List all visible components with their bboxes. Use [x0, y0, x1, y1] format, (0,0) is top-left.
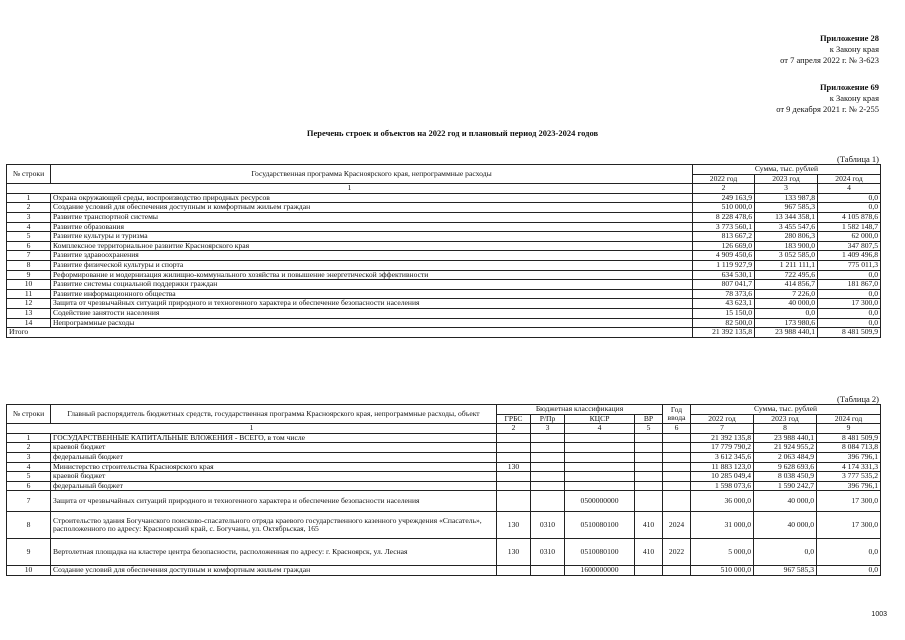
table1-index-cell: 1: [7, 184, 693, 194]
row-number: 10: [7, 280, 51, 290]
row-grbs: [497, 433, 531, 443]
row-vr: [635, 481, 663, 491]
table2-index-row: [7, 424, 881, 434]
row-kcsr: [565, 433, 635, 443]
row-grbs: [497, 566, 531, 576]
table1-row: [7, 212, 881, 222]
document-title: Перечень строек и объектов на 2022 год и плановый период 2023-2024 годов: [306, 128, 599, 138]
row-sum-2024: 4 174 331,3: [817, 462, 881, 472]
row-sum-2023: 2 063 484,9: [754, 452, 817, 462]
row-grbs: 130: [497, 462, 531, 472]
table2-header-2023: 2023 год: [754, 414, 817, 424]
table2-index-cell: 1: [7, 424, 497, 434]
row-sum-2022: 3 612 345,6: [691, 452, 754, 462]
row-number: 8: [7, 512, 51, 539]
row-kcsr: [565, 462, 635, 472]
table1-row: [7, 280, 881, 290]
row-sum-2023: 13 344 358,1: [755, 212, 818, 222]
total-label: Итого: [7, 328, 693, 338]
table1-row: [7, 241, 881, 251]
row-sum-2023: 7 226,0: [755, 289, 818, 299]
row-grbs: [497, 491, 531, 512]
row-number: 7: [7, 251, 51, 261]
row-sum-2022: 813 667,2: [693, 232, 755, 242]
row-number: 14: [7, 318, 51, 328]
row-rpr: 0310: [531, 512, 565, 539]
table1-header-2024: 2024 год: [818, 174, 881, 184]
row-number: 6: [7, 481, 51, 491]
row-sum-2024: 396 796,1: [817, 481, 881, 491]
row-program-name: Непрограммные расходы: [51, 318, 693, 328]
table1-row: [7, 289, 881, 299]
table1-row: [7, 318, 881, 328]
table2-index-cell: 7: [691, 424, 754, 434]
row-object-name: краевой бюджет: [51, 443, 497, 453]
row-sum-2022: 807 041,7: [693, 280, 755, 290]
row-rpr: 0310: [531, 539, 565, 566]
row-sum-2023: 8 038 450,9: [754, 472, 817, 482]
row-object-name: Строительство здания Богучанского поисково-спасательного отряда краевого государственного казенного учреждения «Спасатель», расположенного по адресу: Красноярский край, с. Богучаны, ул. Октябрьская, 165: [51, 512, 497, 539]
row-sum-2022: 43 623,1: [693, 299, 755, 309]
row-rpr: [531, 452, 565, 462]
row-year: 2024: [663, 512, 691, 539]
table2-row: [7, 452, 881, 462]
row-number: 5: [7, 232, 51, 242]
row-sum-2022: 82 500,0: [693, 318, 755, 328]
row-number: 3: [7, 212, 51, 222]
row-sum-2024: 181 867,0: [818, 280, 881, 290]
row-program-name: Создание условий для обеспечения доступным и комфортным жильем граждан: [51, 203, 693, 213]
row-year: [663, 481, 691, 491]
row-sum-2022: 10 285 049,4: [691, 472, 754, 482]
row-rpr: [531, 443, 565, 453]
row-number: 4: [7, 462, 51, 472]
row-sum-2024: 396 796,1: [817, 452, 881, 462]
appendix-28-title: Приложение 28: [819, 33, 879, 43]
row-kcsr: [565, 472, 635, 482]
table2-index-cell: 9: [817, 424, 881, 434]
row-sum-2024: 17 300,0: [818, 299, 881, 309]
row-rpr: [531, 462, 565, 472]
row-sum-2024: 62 000,0: [818, 232, 881, 242]
row-sum-2024: 0,0: [818, 289, 881, 299]
row-sum-2023: 40 000,0: [755, 299, 818, 309]
row-vr: 410: [635, 512, 663, 539]
row-number: 1: [7, 433, 51, 443]
row-sum-2023: 3 052 585,0: [755, 251, 818, 261]
table2-header-2022: 2022 год: [691, 414, 754, 424]
row-vr: [635, 472, 663, 482]
table2-index-cell: 3: [531, 424, 565, 434]
table2-row: [7, 472, 881, 482]
row-sum-2024: 0,0: [818, 270, 881, 280]
table2-index-cell: 5: [635, 424, 663, 434]
table1-header-sum: Сумма, тыс. рублей: [693, 165, 881, 175]
row-program-name: Комплексное территориальное развитие Красноярского края: [51, 241, 693, 251]
table2-index-cell: 6: [663, 424, 691, 434]
row-sum-2023: 967 585,3: [754, 566, 817, 576]
table1-index-row: [7, 184, 881, 194]
row-sum-2023: 173 980,6: [755, 318, 818, 328]
row-sum-2023: 183 900,0: [755, 241, 818, 251]
row-grbs: [497, 443, 531, 453]
appendix-69-law: к Закону края: [829, 93, 879, 103]
table1-row: [7, 299, 881, 309]
row-object-name: Вертолетная площадка на кластере центра безопасности, расположенная по адресу: г. Красноярск, ул. Лесная: [51, 539, 497, 566]
row-object-name: ГОСУДАРСТВЕННЫЕ КАПИТАЛЬНЫЕ ВЛОЖЕНИЯ - ВСЕГО, в том числе: [51, 433, 497, 443]
row-sum-2022: 510 000,0: [691, 566, 754, 576]
table2-header-name: Главный распорядитель бюджетных средств, государственная программа Красноярского края, непрограммные расходы, объект: [51, 405, 497, 424]
table2-row: [7, 491, 881, 512]
row-sum-2024: 3 777 535,2: [817, 472, 881, 482]
row-number: 12: [7, 299, 51, 309]
row-object-name: федеральный бюджет: [51, 481, 497, 491]
row-sum-2024: 775 011,3: [818, 260, 881, 270]
row-sum-2023: 967 585,3: [755, 203, 818, 213]
table1-index-cell: 2: [693, 184, 755, 194]
table2-header-sum: Сумма, тыс. рублей: [691, 405, 881, 415]
table2-row: [7, 462, 881, 472]
row-program-name: Развитие физической культуры и спорта: [51, 260, 693, 270]
table2-header-2024: 2024 год: [817, 414, 881, 424]
row-sum-2022: 510 000,0: [693, 203, 755, 213]
row-sum-2024: 0,0: [818, 203, 881, 213]
row-sum-2023: 280 806,3: [755, 232, 818, 242]
table2-row: [7, 433, 881, 443]
row-vr: [635, 452, 663, 462]
row-rpr: [531, 566, 565, 576]
row-sum-2022: 1 119 927,9: [693, 260, 755, 270]
table1-row: [7, 193, 881, 203]
table1: [6, 164, 881, 338]
appendix-28-header: [780, 33, 879, 66]
row-number: 9: [7, 270, 51, 280]
row-vr: 410: [635, 539, 663, 566]
row-sum-2023: 21 924 955,2: [754, 443, 817, 453]
row-sum-2022: 21 392 135,8: [691, 433, 754, 443]
row-year: 2022: [663, 539, 691, 566]
row-object-name: федеральный бюджет: [51, 452, 497, 462]
row-sum-2024: 0,0: [818, 193, 881, 203]
row-sum-2023: 23 988 440,1: [754, 433, 817, 443]
row-program-name: Развитие образования: [51, 222, 693, 232]
row-year: [663, 462, 691, 472]
row-program-name: Развитие транспортной системы: [51, 212, 693, 222]
row-year: [663, 443, 691, 453]
row-year: [663, 472, 691, 482]
row-sum-2022: 15 150,0: [693, 308, 755, 318]
row-vr: [635, 433, 663, 443]
row-number: 6: [7, 241, 51, 251]
row-kcsr: 0500000000: [565, 491, 635, 512]
table1-row: [7, 260, 881, 270]
table1-index-cell: 4: [818, 184, 881, 194]
row-grbs: [497, 452, 531, 462]
row-grbs: [497, 481, 531, 491]
row-sum-2024: 0,0: [817, 539, 881, 566]
row-vr: [635, 462, 663, 472]
row-number: 4: [7, 222, 51, 232]
row-sum-2024: 1 582 148,7: [818, 222, 881, 232]
table1-row: [7, 203, 881, 213]
row-sum-2023: 40 000,0: [754, 512, 817, 539]
row-sum-2023: 40 000,0: [754, 491, 817, 512]
table1-row: [7, 222, 881, 232]
row-sum-2024: 4 105 878,6: [818, 212, 881, 222]
row-program-name: Развитие системы социальной поддержки граждан: [51, 280, 693, 290]
row-sum-2023: 1 211 111,1: [755, 260, 818, 270]
table2: [6, 404, 881, 576]
row-kcsr: 1600000000: [565, 566, 635, 576]
table2-row: [7, 512, 881, 539]
row-sum-2022: 4 909 450,6: [693, 251, 755, 261]
row-sum-2022: 17 779 790,2: [691, 443, 754, 453]
row-sum-2024: 8 084 713,8: [817, 443, 881, 453]
total-sum-2022: 21 392 135,8: [693, 328, 755, 338]
row-sum-2022: 31 000,0: [691, 512, 754, 539]
page-number: 1003: [871, 611, 887, 618]
row-program-name: Развитие информационного общества: [51, 289, 693, 299]
appendix-28-law: к Закону края: [829, 44, 879, 54]
row-number: 9: [7, 539, 51, 566]
row-sum-2022: 11 883 123,0: [691, 462, 754, 472]
row-program-name: Содействие занятости населения: [51, 308, 693, 318]
table1-total-row: [7, 328, 881, 338]
row-number: 13: [7, 308, 51, 318]
row-sum-2023: 0,0: [755, 308, 818, 318]
table2-header-vr: ВР: [635, 414, 663, 424]
row-year: [663, 452, 691, 462]
row-sum-2022: 3 773 560,1: [693, 222, 755, 232]
table1-header-2022: 2022 год: [693, 174, 755, 184]
table1-row: [7, 232, 881, 242]
row-sum-2024: 347 807,5: [818, 241, 881, 251]
row-sum-2023: 9 628 693,6: [754, 462, 817, 472]
row-sum-2023: 1 590 242,7: [754, 481, 817, 491]
appendix-28-date: от 7 апреля 2022 г. № 3-623: [780, 55, 879, 65]
appendix-69-title: Приложение 69: [819, 82, 879, 92]
table2-index-cell: 8: [754, 424, 817, 434]
row-kcsr: [565, 481, 635, 491]
table2-row: [7, 443, 881, 453]
row-sum-2024: 1 409 496,8: [818, 251, 881, 261]
row-rpr: [531, 433, 565, 443]
appendix-69-date: от 9 декабря 2021 г. № 2-255: [776, 104, 879, 114]
row-object-name: Защита от чрезвычайных ситуаций природного и техногенного характера и обеспечение безопасности населения: [51, 491, 497, 512]
row-program-name: Развитие здравоохранения: [51, 251, 693, 261]
row-sum-2022: 126 669,0: [693, 241, 755, 251]
row-sum-2024: 8 481 509,9: [817, 433, 881, 443]
row-rpr: [531, 472, 565, 482]
row-program-name: Охрана окружающей среды, воспроизводство природных ресурсов: [51, 193, 693, 203]
row-sum-2022: 78 373,6: [693, 289, 755, 299]
row-sum-2023: 3 455 547,6: [755, 222, 818, 232]
table2-index-cell: 2: [497, 424, 531, 434]
row-program-name: Развитие культуры и туризма: [51, 232, 693, 242]
row-sum-2022: 634 530,1: [693, 270, 755, 280]
table1-label: (Таблица 1): [836, 154, 879, 164]
row-year: [663, 566, 691, 576]
appendix-69-header: [776, 82, 879, 115]
row-object-name: Министерство строительства Красноярского края: [51, 462, 497, 472]
row-sum-2023: 722 495,6: [755, 270, 818, 280]
row-sum-2023: 0,0: [754, 539, 817, 566]
row-number: 2: [7, 203, 51, 213]
row-sum-2022: 249 163,9: [693, 193, 755, 203]
row-kcsr: 0510080100: [565, 539, 635, 566]
table2-header-num: № строки: [7, 405, 51, 424]
table2-header-bk: Бюджетная классификация: [497, 405, 663, 415]
row-number: 10: [7, 566, 51, 576]
table1-row: [7, 308, 881, 318]
row-rpr: [531, 491, 565, 512]
row-object-name: Создание условий для обеспечения доступным и комфортным жильем граждан: [51, 566, 497, 576]
row-number: 1: [7, 193, 51, 203]
row-kcsr: [565, 443, 635, 453]
table1-row: [7, 251, 881, 261]
table2-row: [7, 566, 881, 576]
row-number: 3: [7, 452, 51, 462]
row-number: 11: [7, 289, 51, 299]
table2-header-grbs: ГРБС: [497, 414, 531, 424]
table2-header-kcsr: КЦСР: [565, 414, 635, 424]
row-sum-2022: 1 598 073,6: [691, 481, 754, 491]
row-grbs: 130: [497, 539, 531, 566]
row-sum-2023: 414 856,7: [755, 280, 818, 290]
table2-header-year: Год ввода: [663, 405, 691, 424]
row-year: [663, 433, 691, 443]
row-vr: [635, 443, 663, 453]
table2-index-cell: 4: [565, 424, 635, 434]
row-sum-2024: 0,0: [818, 308, 881, 318]
row-number: 5: [7, 472, 51, 482]
table1-row: [7, 270, 881, 280]
table1-header-2023: 2023 год: [755, 174, 818, 184]
row-sum-2024: 0,0: [817, 566, 881, 576]
row-number: 7: [7, 491, 51, 512]
table2-label: (Таблица 2): [836, 394, 879, 404]
row-grbs: 130: [497, 512, 531, 539]
row-sum-2024: 17 300,0: [817, 512, 881, 539]
row-sum-2023: 133 987,8: [755, 193, 818, 203]
row-program-name: Реформирование и модернизация жилищно-коммунального хозяйства и повышение энергетической эффективности: [51, 270, 693, 280]
row-vr: [635, 566, 663, 576]
row-grbs: [497, 472, 531, 482]
row-sum-2022: 8 228 478,6: [693, 212, 755, 222]
table2-row: [7, 481, 881, 491]
table1-index-cell: 3: [755, 184, 818, 194]
row-kcsr: [565, 452, 635, 462]
row-sum-2022: 5 000,0: [691, 539, 754, 566]
table2-header-rpr: Р/Пр: [531, 414, 565, 424]
table1-header-name: Государственная программа Красноярского края, непрограммные расходы: [51, 165, 693, 184]
table2-row: [7, 539, 881, 566]
row-kcsr: 0510080100: [565, 512, 635, 539]
row-number: 2: [7, 443, 51, 453]
row-sum-2024: 17 300,0: [817, 491, 881, 512]
row-object-name: краевой бюджет: [51, 472, 497, 482]
row-sum-2024: 0,0: [818, 318, 881, 328]
row-sum-2022: 36 000,0: [691, 491, 754, 512]
total-sum-2023: 23 988 440,1: [755, 328, 818, 338]
total-sum-2024: 8 481 509,9: [818, 328, 881, 338]
row-year: [663, 491, 691, 512]
row-number: 8: [7, 260, 51, 270]
row-vr: [635, 491, 663, 512]
row-rpr: [531, 481, 565, 491]
table1-header-num: № строки: [7, 165, 51, 184]
row-program-name: Защита от чрезвычайных ситуаций природного и техногенного характера и обеспечение безопасности населения: [51, 299, 693, 309]
